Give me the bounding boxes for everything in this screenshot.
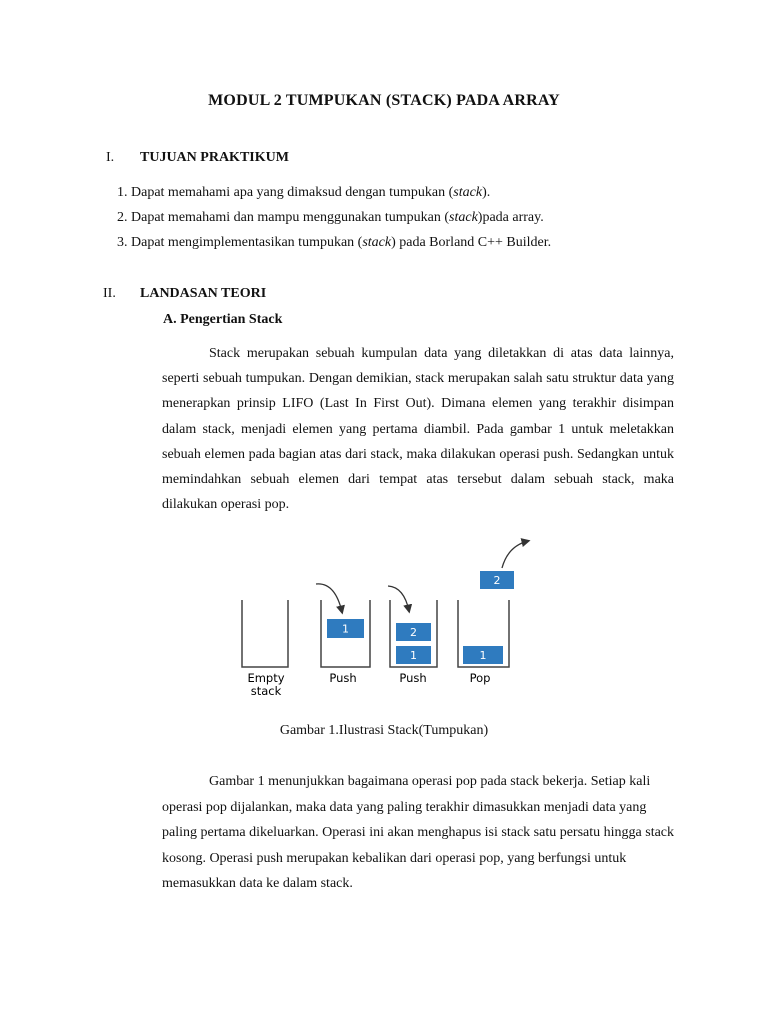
section-heading: LANDASAN TEORI: [140, 286, 267, 301]
objective-item: 1. Dapat memahami apa yang dimaksud dengan tumpukan (stack).: [117, 185, 491, 200]
figure-caption: Gambar 1.Ilustrasi Stack(Tumpukan): [279, 723, 489, 738]
stack-container-empty: [242, 600, 288, 667]
label-push2: Push: [399, 671, 427, 685]
page-title: MODUL 2 TUMPUKAN (STACK) PADA ARRAY: [208, 92, 560, 109]
stack-illustration: [232, 532, 550, 708]
section-number: I.: [106, 150, 115, 165]
pop-remaining-label: 1: [479, 649, 487, 662]
push2-bottom-label: 1: [410, 649, 417, 662]
section-number: II.: [103, 286, 116, 301]
objective-item: 2. Dapat memahami dan mampu menggunakan tumpukan (stack)pada array.: [117, 210, 544, 225]
push2-top-label: 2: [410, 626, 417, 639]
label-push1: Push: [329, 671, 357, 685]
push1-item-label: 1: [342, 622, 349, 636]
subsection-heading: A. Pengertian Stack: [163, 312, 283, 327]
label-empty-line2: stack: [250, 684, 282, 698]
pop-arrow: [502, 541, 528, 568]
section-heading: TUJUAN PRAKTIKUM: [140, 150, 289, 165]
label-empty-line1: Empty: [247, 671, 285, 685]
body-paragraph: Gambar 1 menunjukkan bagaimana operasi pop pada stack bekerja. Setiap kali operasi pop dijalankan, maka data yang paling terakhir dimasukkan menjadi data yang paling pertama dikeluarkan. Operasi ini akan menghapus isi stack satu persatu hingga stack kosong. Operasi push merupakan kebalikan dari operasi pop, yang berfungsi untuk memasukkan data ke dalam stack.: [162, 774, 675, 891]
label-pop: Pop: [469, 671, 491, 685]
push2-arrow: [388, 586, 409, 611]
pop-removed-label: 2: [493, 574, 501, 587]
objective-item: 3. Dapat mengimplementasikan tumpukan (stack) pada Borland C++ Builder.: [117, 235, 552, 250]
push1-arrow: [316, 584, 342, 612]
body-paragraph: Stack merupakan sebuah kumpulan data yang diletakkan di atas data lainnya, seperti sebuah tumpukan. Dengan demikian, stack merupakan salah satu struktur data yang menerapkan prinsip LIFO (Last In First Out). Dimana elemen yang terakhir disimpan dalam stack, menjadi elemen yang pertama diambil. Pada gambar 1 untuk meletakkan sebuah elemen pada bagian atas dari stack, maka dilakukan operasi push. Sedangkan untuk memindahkan sebuah elemen dari tempat atas tersebut dalam sebuah stack, maka dilakukan operasi pop.: [162, 346, 674, 513]
